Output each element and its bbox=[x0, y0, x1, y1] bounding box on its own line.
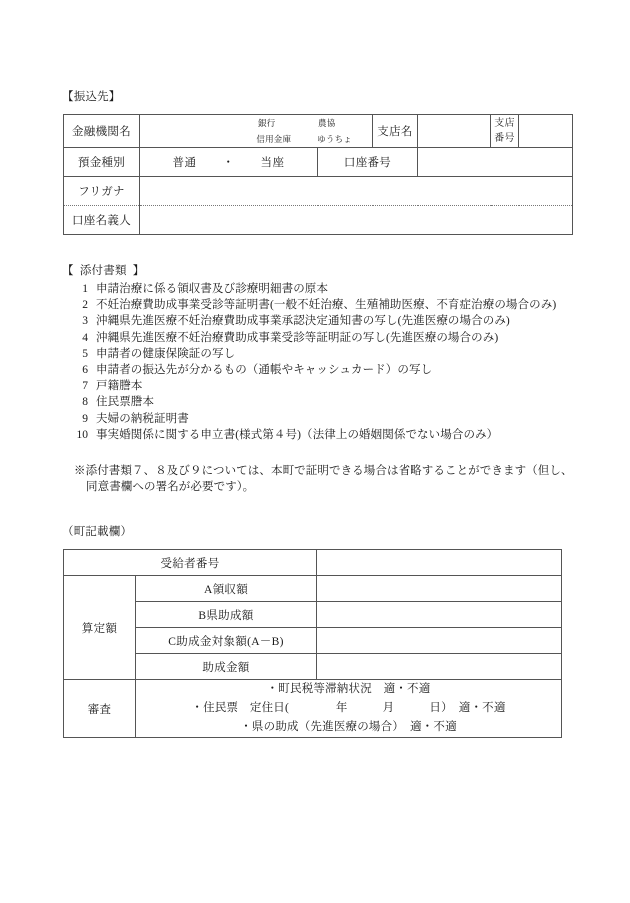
list-item-text: 申請者の振込先が分かるもの（通帳やキャッシュカード）の写し bbox=[96, 364, 433, 377]
branch-number-label-stack bbox=[491, 116, 518, 147]
table-row bbox=[64, 628, 562, 654]
account-number-input-cell[interactable] bbox=[418, 148, 573, 177]
account-holder-input-cell[interactable] bbox=[140, 206, 573, 235]
review-items-cell bbox=[136, 680, 562, 738]
list-item-text: 沖縄県先進医療不妊治療費助成事業受診等証明証の写し(先進医療の場合のみ) bbox=[96, 331, 499, 344]
deposit-option-futsuu[interactable]: 普通 bbox=[172, 157, 197, 170]
list-item-number: 2 bbox=[82, 299, 88, 312]
calculation-row-input-cell[interactable] bbox=[317, 576, 562, 602]
list-item-text: 申請者の健康保険証の写し bbox=[96, 347, 236, 360]
town-office-table bbox=[63, 549, 562, 738]
list-item-text: 事実婚関係に関する申立書(様式第４号)（法律上の婚姻関係でない場合のみ） bbox=[96, 428, 499, 441]
deposit-type-options-cell[interactable] bbox=[140, 148, 318, 177]
list-item-number: 5 bbox=[82, 347, 88, 360]
branch-name-label: 支店名 bbox=[373, 115, 418, 148]
documents-note-line-2: 同意書欄への署名が必要です）。 bbox=[86, 481, 255, 493]
list-item bbox=[62, 297, 582, 313]
branch-name-input-cell[interactable] bbox=[418, 115, 491, 148]
recipient-number-label: 受給者番号 bbox=[64, 550, 317, 576]
list-item-number: 8 bbox=[82, 396, 88, 409]
institution-type-yucho: ゆうちょ bbox=[317, 134, 352, 145]
list-item-number: 9 bbox=[82, 412, 88, 425]
calculation-row-label: 助成金額 bbox=[136, 654, 317, 680]
branch-number-label bbox=[491, 115, 519, 148]
recipient-number-input-cell[interactable] bbox=[317, 550, 562, 576]
deposit-type-label: 預金種別 bbox=[64, 148, 140, 177]
review-line-residence-certificate[interactable]: ・住民票 定住日( 年 月 日） 適・不適 bbox=[191, 702, 506, 714]
calculation-row-input-cell[interactable] bbox=[317, 602, 562, 628]
institution-name-input-cell[interactable] bbox=[140, 115, 373, 148]
list-item-number: 7 bbox=[82, 380, 88, 393]
review-label: 審査 bbox=[64, 680, 136, 738]
list-item bbox=[62, 411, 582, 427]
table-row bbox=[64, 115, 573, 148]
review-line-prefectural-subsidy[interactable]: ・県の助成（先進医療の場合） 適・不適 bbox=[240, 721, 457, 733]
list-item-number: 3 bbox=[82, 315, 88, 328]
table-row bbox=[64, 550, 562, 576]
branch-number-label-line2: 番号 bbox=[494, 133, 515, 145]
calculation-amount-label: 算定額 bbox=[64, 576, 136, 680]
list-item-number: 4 bbox=[82, 331, 88, 344]
list-item-text: 申請治療に係る領収書及び診療明細書の原本 bbox=[96, 283, 328, 295]
deposit-type-options bbox=[140, 154, 317, 170]
institution-type-options bbox=[140, 115, 372, 147]
bank-section-heading: 【振込先】 bbox=[62, 91, 121, 103]
list-item bbox=[62, 330, 582, 346]
table-row bbox=[64, 680, 562, 738]
table-row bbox=[64, 177, 573, 206]
documents-note-line-1: ※添付書類７、８及び９については、本町で証明できる場合は省略することができます（但し、 bbox=[74, 464, 573, 477]
institution-type-row-2 bbox=[140, 131, 366, 147]
institution-type-agri-coop: 農協 bbox=[318, 118, 336, 128]
deposit-option-touza[interactable]: 当座 bbox=[260, 157, 285, 170]
attached-documents-list bbox=[62, 281, 582, 443]
table-row bbox=[64, 206, 573, 235]
list-item-text: 夫婦の納税証明書 bbox=[96, 412, 189, 425]
furigana-label: フリガナ bbox=[64, 177, 140, 206]
list-item-number: 6 bbox=[82, 364, 88, 377]
institution-name-label: 金融機関名 bbox=[64, 115, 140, 148]
list-item-text: 住民票謄本 bbox=[96, 396, 154, 409]
calculation-row-label: C助成金対象額(A－B) bbox=[136, 628, 317, 654]
town-section-heading: （町記載欄） bbox=[62, 526, 133, 538]
institution-type-shinkin: 信用金庫 bbox=[256, 134, 292, 145]
furigana-input-cell[interactable] bbox=[140, 177, 573, 206]
list-item bbox=[62, 346, 582, 362]
list-item bbox=[62, 394, 582, 410]
table-row bbox=[64, 602, 562, 628]
list-item-text: 戸籍謄本 bbox=[96, 380, 143, 393]
institution-type-row-1 bbox=[140, 115, 366, 131]
list-item-text: 沖縄県先進医療不妊治療費助成事業承認決定通知書の写し(先進医療の場合のみ) bbox=[96, 315, 510, 328]
table-row bbox=[64, 148, 573, 177]
list-item bbox=[62, 378, 582, 394]
list-item bbox=[62, 362, 582, 378]
list-item-text: 不妊治療費助成事業受診等証明書(一般不妊治療、生殖補助医療、不育症治療の場合のみ) bbox=[96, 299, 557, 312]
account-holder-label: 口座名義人 bbox=[64, 206, 140, 235]
list-item bbox=[62, 427, 582, 443]
institution-type-bank: 銀行 bbox=[258, 118, 276, 128]
list-item-number: 1 bbox=[82, 283, 88, 295]
calculation-row-input-cell[interactable] bbox=[317, 628, 562, 654]
table-row bbox=[64, 654, 562, 680]
list-item bbox=[62, 313, 582, 329]
branch-number-input-cell[interactable] bbox=[519, 115, 573, 148]
table-row bbox=[64, 576, 562, 602]
branch-number-label-line1: 支店 bbox=[494, 117, 515, 129]
list-item bbox=[62, 281, 582, 297]
deposit-option-separator: ・ bbox=[222, 157, 235, 170]
documents-note bbox=[74, 446, 574, 512]
documents-section-heading: 【 添付書類 】 bbox=[62, 265, 145, 277]
review-line-tax-delinquency[interactable]: ・町民税等滞納状況 適・不適 bbox=[266, 683, 431, 695]
bank-transfer-table bbox=[63, 114, 573, 235]
account-number-label: 口座番号 bbox=[318, 148, 418, 177]
calculation-row-input-cell[interactable] bbox=[317, 654, 562, 680]
calculation-row-label: B県助成額 bbox=[136, 602, 317, 628]
calculation-row-label: A領収額 bbox=[136, 576, 317, 602]
list-item-number: 10 bbox=[76, 428, 88, 441]
